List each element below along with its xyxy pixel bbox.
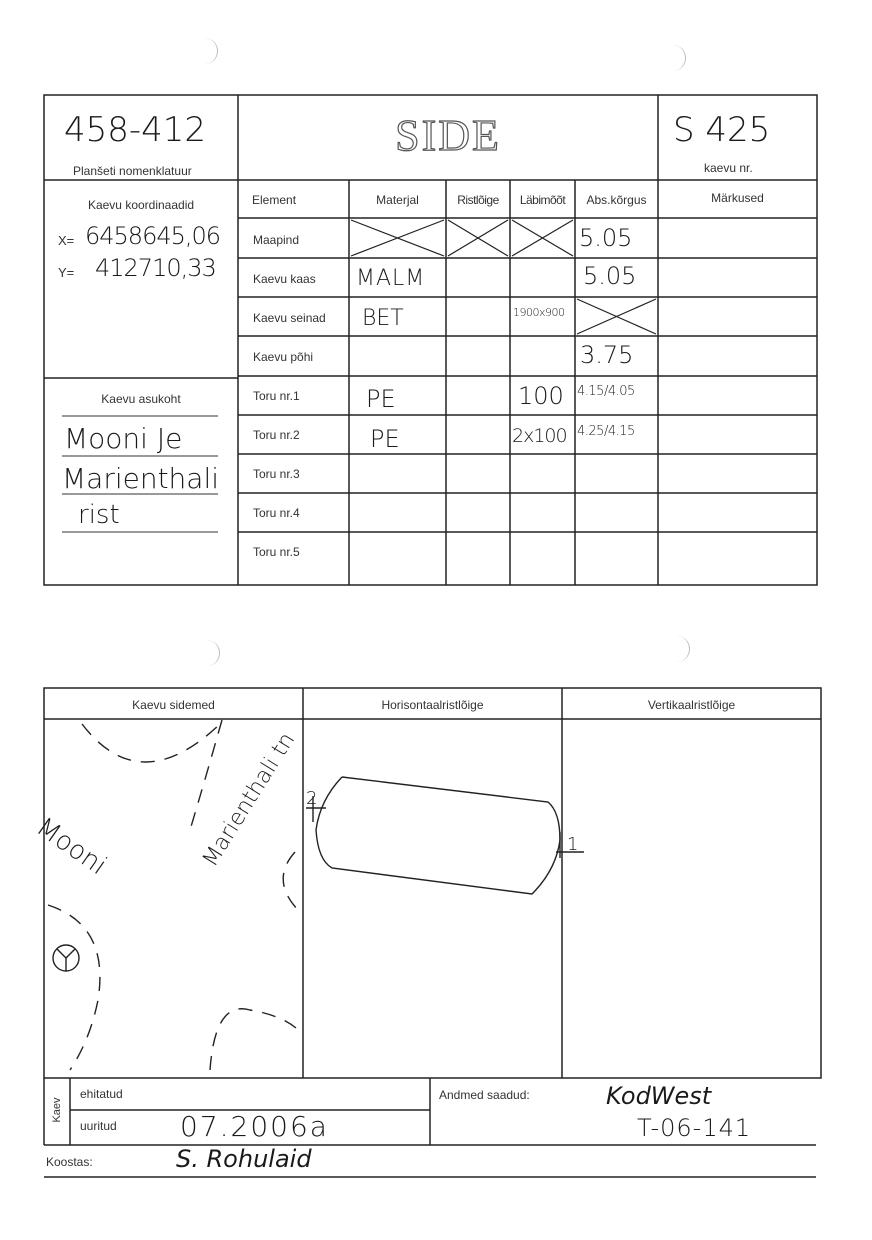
height-value: 5.05: [583, 262, 637, 290]
material-value: MALM: [356, 266, 426, 291]
row-label: Maapind: [253, 233, 300, 247]
well-number-value: S 425: [673, 110, 771, 150]
row-label: Kaevu kaas: [253, 272, 316, 286]
col-header-height: Abs.kõrgus: [586, 193, 647, 207]
location-line-3: rist: [78, 500, 120, 530]
location-line-1: Mooni Je: [64, 422, 183, 455]
surveyed-date: 07.2006a: [180, 1110, 329, 1143]
form-title: SIDE: [395, 111, 501, 160]
diameter-value: 100: [518, 382, 564, 410]
material-value: BET: [362, 306, 404, 331]
diameter-value: 2x100: [512, 425, 567, 447]
nomenclature-label: Planšeti nomenklatuur: [73, 164, 192, 178]
y-prefix: Y=: [58, 265, 75, 280]
height-value: 4.15/4.05: [577, 384, 635, 399]
street-label-mooni: Mooni: [30, 812, 112, 882]
x-prefix: X=: [58, 233, 75, 248]
x-coordinate: 6458645,06: [85, 222, 221, 250]
row-label: Kaevu põhi: [253, 350, 314, 364]
material-value: PE: [366, 385, 396, 413]
well-number-label: kaevu nr.: [704, 161, 753, 175]
horizontal-section-title: Horisontaalristlõige: [381, 698, 484, 712]
height-value: 3.75: [580, 341, 634, 369]
well-side-label: Kaev: [51, 1097, 63, 1123]
height-value: 4.25/4.15: [577, 424, 635, 439]
data-source-value: KodWest: [606, 1082, 712, 1110]
diameter-value: 1900x900: [513, 306, 565, 319]
row-label: Toru nr.4: [253, 506, 300, 520]
pipe-label-2: 2: [306, 788, 318, 809]
nomenclature-value: 458-412: [64, 110, 207, 150]
col-header-element: Element: [252, 193, 297, 207]
location-line-2: Marienthali: [62, 462, 220, 495]
location-label: Kaevu asukoht: [101, 392, 181, 406]
col-header-diameter: Läbimõõt: [519, 193, 566, 207]
col-header-material: Materjal: [376, 193, 419, 207]
row-label: Toru nr.5: [253, 545, 300, 559]
street-label-marienthali: Marienthali tn: [198, 728, 301, 872]
row-label: Toru nr.2: [253, 428, 300, 442]
horizontal-section-sketch: [306, 777, 584, 894]
row-label: Kaevu seinad: [253, 311, 326, 325]
pipe-label-1: 1: [567, 834, 579, 855]
surveyed-label: uuritud: [80, 1119, 117, 1133]
row-label: Toru nr.3: [253, 467, 300, 481]
material-value: PE: [370, 425, 400, 453]
col-header-notes: Märkused: [711, 191, 764, 205]
vertical-section-title: Vertikaalristlõige: [647, 698, 736, 712]
col-header-section: Ristlõige: [457, 193, 499, 207]
data-received-label: Andmed saadud:: [439, 1088, 530, 1102]
height-value: 5.05: [579, 224, 633, 252]
data-ref-value: T-06-141: [637, 1114, 752, 1142]
connections-title: Kaevu sidemed: [132, 698, 215, 712]
compiled-label: Koostas:: [46, 1155, 93, 1169]
row-label: Toru nr.1: [253, 389, 300, 403]
built-label: ehitatud: [80, 1087, 123, 1101]
y-coordinate: 412710,33: [95, 254, 216, 282]
compiled-by-value: S. Rohulaid: [176, 1145, 312, 1173]
coordinates-label: Kaevu koordinaadid: [87, 198, 195, 212]
north-arrow-icon: [53, 945, 79, 971]
